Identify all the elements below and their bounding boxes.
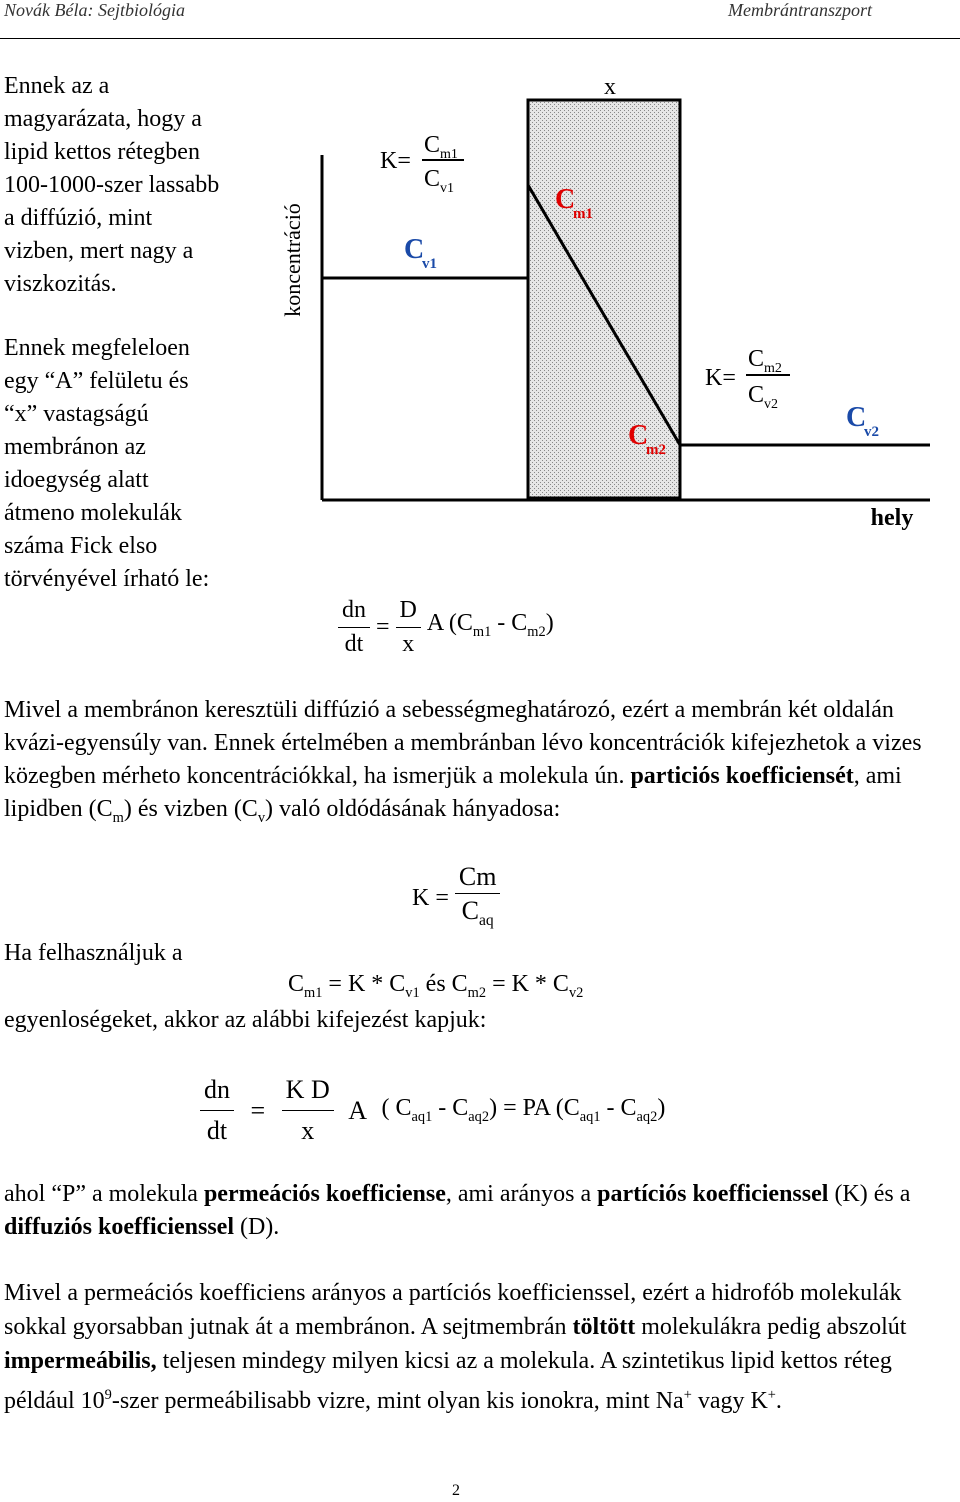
- para1-rest2: ) és vizben (C: [123, 796, 258, 822]
- line-egyen: egyenloségeket, akkor az alábbi kifejezést kapjuk:: [4, 1007, 487, 1033]
- x-thickness-label: x: [604, 74, 616, 100]
- para1-sub-v: v: [257, 809, 266, 826]
- side-text-2: [4, 332, 274, 596]
- eq1-lhs-num: dn: [338, 594, 370, 628]
- para3-d: impermeábilis,: [4, 1348, 157, 1374]
- side-line: Ennek az a: [4, 73, 110, 99]
- side-line: vizben, mert nagy a: [4, 238, 194, 264]
- para3-b: töltött: [572, 1314, 636, 1340]
- k1-den-sub: v1: [440, 181, 454, 196]
- cv1-label-sub: v1: [422, 256, 437, 272]
- para2-f: diffuziós koefficienssel: [4, 1214, 234, 1240]
- side-text-1: [4, 70, 274, 301]
- line-ha: Ha felhasználjuk a: [4, 940, 183, 966]
- eq3-s4: aq2: [636, 1108, 658, 1125]
- k2-num: C: [748, 346, 765, 372]
- x-axis-label: hely: [870, 505, 914, 531]
- k1-num: C: [424, 132, 441, 158]
- eq1-sub1: m1: [472, 623, 492, 640]
- para2-a: ahol “P” a molekula: [4, 1181, 204, 1207]
- eq2-a: C: [288, 971, 305, 997]
- cm2-label-sub: m2: [646, 442, 666, 458]
- eq3-p5: ): [657, 1095, 666, 1122]
- eq3-s3: aq1: [579, 1108, 601, 1125]
- para3-g: vagy K: [691, 1388, 768, 1414]
- cv2-label-sub: v2: [864, 424, 879, 440]
- eq1-rhs-num: D: [396, 594, 421, 628]
- eq2-c: és C: [419, 971, 468, 997]
- side-line: száma Fick elso: [4, 533, 158, 559]
- paragraph-partition: [4, 694, 956, 835]
- y-axis-label: koncentráció: [280, 203, 305, 317]
- membrane-box: [528, 100, 680, 498]
- eq1-sub2: m2: [527, 623, 546, 640]
- eq2-c-sub: m2: [467, 984, 487, 1001]
- side-line: egy “A” felületu és: [4, 368, 189, 394]
- k-eq-num: C: [458, 862, 477, 891]
- k-eq-den-sub: aq: [478, 912, 494, 930]
- eq1-mid: - C: [491, 609, 528, 636]
- k2-den: C: [748, 382, 765, 408]
- eq3-A: A: [348, 1095, 368, 1125]
- eq1-lhs-den: dt: [344, 631, 364, 657]
- k2-num-sub: m2: [764, 361, 782, 376]
- para1-sub-m: m: [112, 809, 124, 826]
- eq1-rhs-den: x: [402, 631, 415, 657]
- eq2-d-sub: v2: [568, 984, 584, 1001]
- header-topic: Membrántranszport: [727, 0, 872, 20]
- cv1-label: C: [404, 234, 425, 265]
- eq3-num: K D: [282, 1070, 334, 1111]
- k-eq-lhs: K =: [412, 885, 449, 912]
- k-eq-num-sub: m: [476, 862, 497, 891]
- eq3-equals: =: [250, 1095, 266, 1125]
- eq3-lhs-num: dn: [200, 1070, 234, 1111]
- para3-c: molekulákra pedig abszolút: [635, 1314, 907, 1340]
- k2-den-sub: v2: [764, 397, 778, 412]
- cv2-label: C: [846, 402, 867, 433]
- side-line: viszkozitás.: [4, 271, 117, 297]
- side-line: membránon az: [4, 434, 146, 460]
- side-line: a diffúzió, mint: [4, 205, 153, 231]
- para3-e: teljesen mindegy milyen kicsi az a molekula. A szintetikus lipid kettos réteg például 10: [4, 1348, 892, 1414]
- eq1-end: ): [545, 609, 554, 636]
- eq1-tail: A (C: [426, 609, 473, 636]
- header-divider: [0, 38, 960, 39]
- para1-bold: particiós koefficiensét: [630, 763, 854, 789]
- k-eq-den: C: [461, 896, 479, 925]
- para2-b: permeációs koefficiense: [203, 1181, 446, 1207]
- para2-d: partíciós koefficienssel: [597, 1181, 829, 1207]
- side-line: átmeno molekulák: [4, 500, 182, 526]
- k1-num-sub: m1: [440, 147, 458, 162]
- side-line: Ennek megfeleloen: [4, 335, 190, 361]
- eq3-s2: aq2: [468, 1108, 490, 1125]
- para3-f: -szer permeábilisabb vizre, mint olyan kis ionokra, mint Na: [111, 1388, 684, 1414]
- para2-g: (D).: [233, 1214, 280, 1240]
- side-line: magyarázata, hogy a: [4, 106, 202, 132]
- eq3-p4: - C: [600, 1095, 637, 1122]
- eq1-equals: =: [376, 614, 390, 640]
- fick-equation: [338, 594, 554, 661]
- eq3-s1: aq1: [411, 1108, 433, 1125]
- cm1-label-sub: m1: [573, 206, 593, 222]
- side-line: lipid kettos rétegben: [4, 139, 200, 165]
- eq3-den: x: [301, 1116, 315, 1145]
- para1-rest3: ): [265, 796, 274, 822]
- paragraph-hydrophobic: [4, 1276, 954, 1418]
- header-author: Novák Béla: Sejtbiológia: [4, 0, 185, 20]
- side-line: 100-1000-szer lassabb: [4, 172, 220, 198]
- eq2-b: = K * C: [322, 971, 406, 997]
- k1-lhs: K=: [380, 148, 411, 174]
- para1-tail: való oldódásának hányadosa:: [279, 796, 561, 822]
- side-line: idoegység alatt: [4, 467, 149, 493]
- eq2-d: = K * C: [486, 971, 569, 997]
- side-line: “x” vastagságú: [4, 401, 149, 427]
- eq2-b-sub: v1: [405, 984, 420, 1001]
- para3-h: .: [775, 1388, 782, 1414]
- eq3-lhs-den: dt: [206, 1116, 228, 1145]
- eq3-p3: ) = PA (C: [489, 1095, 580, 1122]
- permeability-equation: [200, 1070, 665, 1151]
- para3-a: Mivel a permeációs koefficiens arányos a partíciós koefficienssel, ezért a hidrofób molekulák sokkal gyorsabban jutnak át a membránon. A sejtmembrán: [4, 1280, 902, 1340]
- para3-sup1: 9: [104, 1387, 112, 1403]
- side-line: törvényével írható le:: [4, 566, 210, 592]
- k1-den: C: [424, 166, 441, 192]
- eq3-p2: - C: [432, 1095, 469, 1122]
- para3-sup3: +: [767, 1387, 776, 1403]
- page-number: 2: [452, 1482, 460, 1499]
- k-equation: [412, 860, 500, 937]
- cm1-label: C: [555, 184, 576, 215]
- para1-text: Mivel a membránon keresztüli diffúzió a sebességmeghatározó, ezért a membrán két oldalán kvázi-egyensúly van. Ennek értelmében a membránban lévo koncentrációk kifejezhetok a vizes közegben mérheto koncentrációkkal, ha ismerjük a molekula ún.: [4, 697, 922, 789]
- cm2-label: C: [628, 420, 649, 451]
- para2-e: (K) és a: [828, 1181, 911, 1207]
- para1-rest: , ami lipidben (C: [4, 763, 902, 822]
- k2-lhs: K=: [705, 365, 736, 391]
- para2-c: , ami arányos a: [445, 1181, 598, 1207]
- para3-sup2: +: [683, 1387, 692, 1403]
- eq2-a-sub: m1: [304, 984, 323, 1001]
- paragraph-permeability: [4, 1178, 954, 1244]
- concentration-diagram: [270, 60, 950, 540]
- eq3-p1: ( C: [381, 1095, 412, 1122]
